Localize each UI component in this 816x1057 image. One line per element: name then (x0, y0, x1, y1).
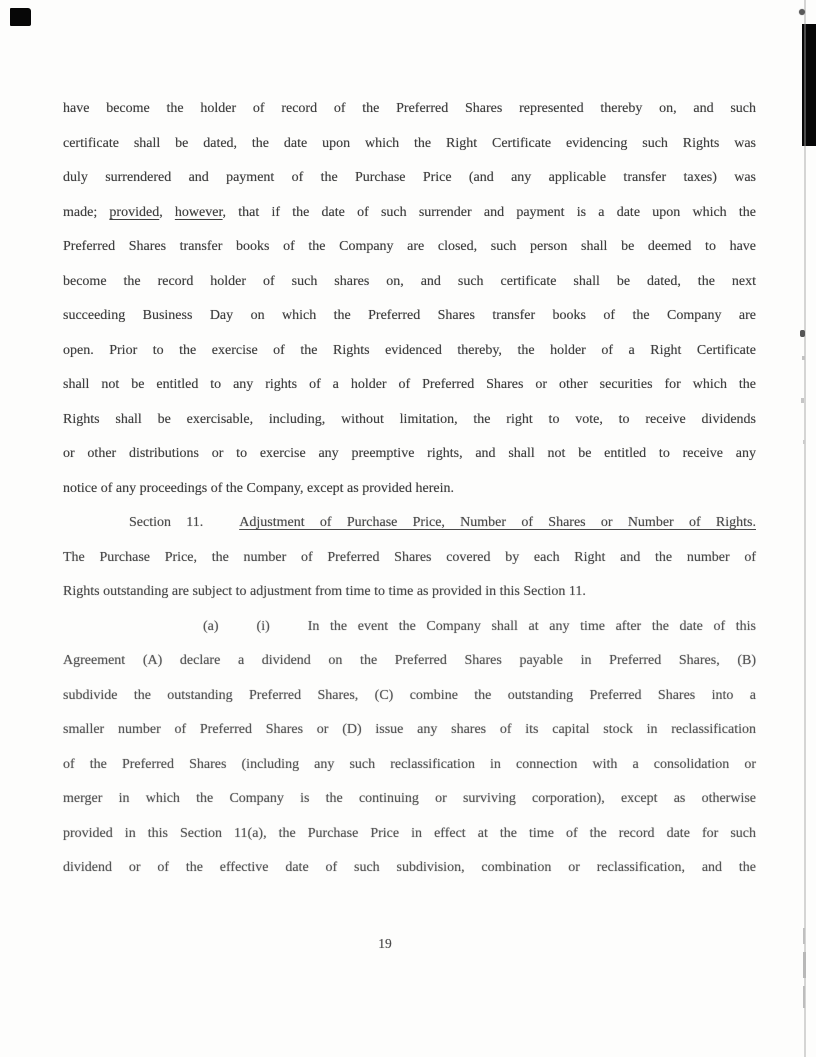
scan-artifact-speck (802, 356, 805, 360)
page-number: 19 (378, 936, 392, 951)
text-segment: (a) (203, 618, 219, 634)
text-segment: made; (63, 204, 110, 220)
document-line (63, 472, 756, 507)
text-segment: succeeding Business Day on which the Preferred Shares transfer books of the Company are (63, 308, 756, 323)
underlined-text: Adjustment of Purchase Price, Number of Shares or Number of Rights. (239, 515, 756, 530)
document-line (63, 575, 756, 610)
text-segment: subdivide the outstanding Preferred Shares, (C) combine the outstanding Preferred Shares into a (63, 687, 756, 703)
scan-artifact-speck (803, 440, 805, 444)
text-segment: Preferred Shares transfer books of the Company are closed, such person shall be deemed to have (63, 239, 756, 254)
text-segment: dividend or of the effective date of such subdivision, combination or reclassification, and the (63, 860, 756, 875)
tab-spacer (203, 525, 239, 526)
text-segment: , (159, 204, 175, 220)
scan-artifact-edge-line (804, 0, 806, 1057)
text-segment: shall not be entitled to any rights of a holder of Preferred Shares or other securities for which the (63, 377, 756, 392)
document-text (63, 92, 756, 886)
text-segment: have become the holder of record of the Preferred Shares represented thereby on, and such (63, 101, 756, 116)
text-segment: of the Preferred Shares (including any such reclassification in connection with a consolidation or (63, 756, 756, 772)
document-line (63, 334, 756, 369)
text-segment: duly surrendered and payment of the Purchase Price (and any applicable transfer taxes) was (63, 170, 756, 185)
scan-artifact-dash (803, 986, 805, 1008)
document-line (63, 437, 756, 472)
document-line (63, 748, 756, 783)
document-line (63, 161, 756, 196)
text-segment: or other distributions or to exercise any preemptive rights, and shall not be entitled to receive any (63, 446, 756, 461)
document-line (63, 368, 756, 403)
document-line (63, 265, 756, 300)
document-line (63, 713, 756, 748)
indent-spacer (63, 629, 203, 630)
scan-artifact-dot-top (799, 9, 805, 15)
text-segment: open. Prior to the exercise of the Rights evidenced thereby, the holder of a Right Certificate (63, 342, 756, 358)
text-segment: provided in this Section 11(a), the Purchase Price in effect at the time of the record date for such (63, 825, 756, 841)
text-segment: In the event the Company shall at any time after the date of this (307, 618, 756, 634)
indent-spacer (63, 525, 129, 526)
underlined-text: provided (109, 204, 160, 220)
document-line (63, 506, 756, 541)
text-segment: Rights outstanding are subject to adjustment from time to time as provided in this Section 11. (63, 584, 586, 599)
document-line (63, 127, 756, 162)
text-segment: become the record holder of such shares on, and such certificate shall be dated, the next (63, 273, 756, 289)
document-line (63, 541, 756, 576)
text-segment: , that if the date of such surrender and payment is a date upon which the (222, 204, 756, 220)
tab-spacer (219, 629, 257, 630)
text-segment: (i) (256, 618, 270, 634)
document-line (63, 92, 756, 127)
text-segment: certificate shall be dated, the date upon which the Right Certificate evidencing such Rights was (63, 135, 756, 151)
text-segment: Section 11. (129, 515, 204, 530)
document-line (63, 782, 756, 817)
document-line (63, 403, 756, 438)
document-line (63, 610, 756, 645)
tab-spacer (270, 629, 308, 630)
document-line (63, 196, 756, 231)
document-line (63, 679, 756, 714)
text-segment: notice of any proceedings of the Company, except as provided herein. (63, 480, 454, 496)
document-line (63, 230, 756, 265)
document-line (63, 644, 756, 679)
text-segment: The Purchase Price, the number of Preferred Shares covered by each Right and the number of (63, 549, 756, 565)
document-line (63, 299, 756, 334)
scan-artifact-dot-mid (800, 330, 805, 337)
text-segment: merger in which the Company is the continuing or surviving corporation), except as otherwise (63, 791, 756, 806)
scan-artifact-dash (803, 928, 805, 944)
document-line (63, 851, 756, 886)
scan-artifact-corner-mark (10, 8, 31, 26)
text-segment: smaller number of Preferred Shares or (D) issue any shares of its capital stock in reclassification (63, 722, 756, 737)
underlined-text: however (174, 204, 223, 220)
scan-artifact-speck (801, 398, 804, 403)
document-line (63, 817, 756, 852)
scan-artifact-dash (803, 952, 806, 978)
text-segment: Agreement (A) declare a dividend on the Preferred Shares payable in Preferred Shares, (B) (63, 653, 756, 668)
text-segment: Rights shall be exercisable, including, without limitation, the right to vote, to receive dividends (63, 411, 756, 427)
